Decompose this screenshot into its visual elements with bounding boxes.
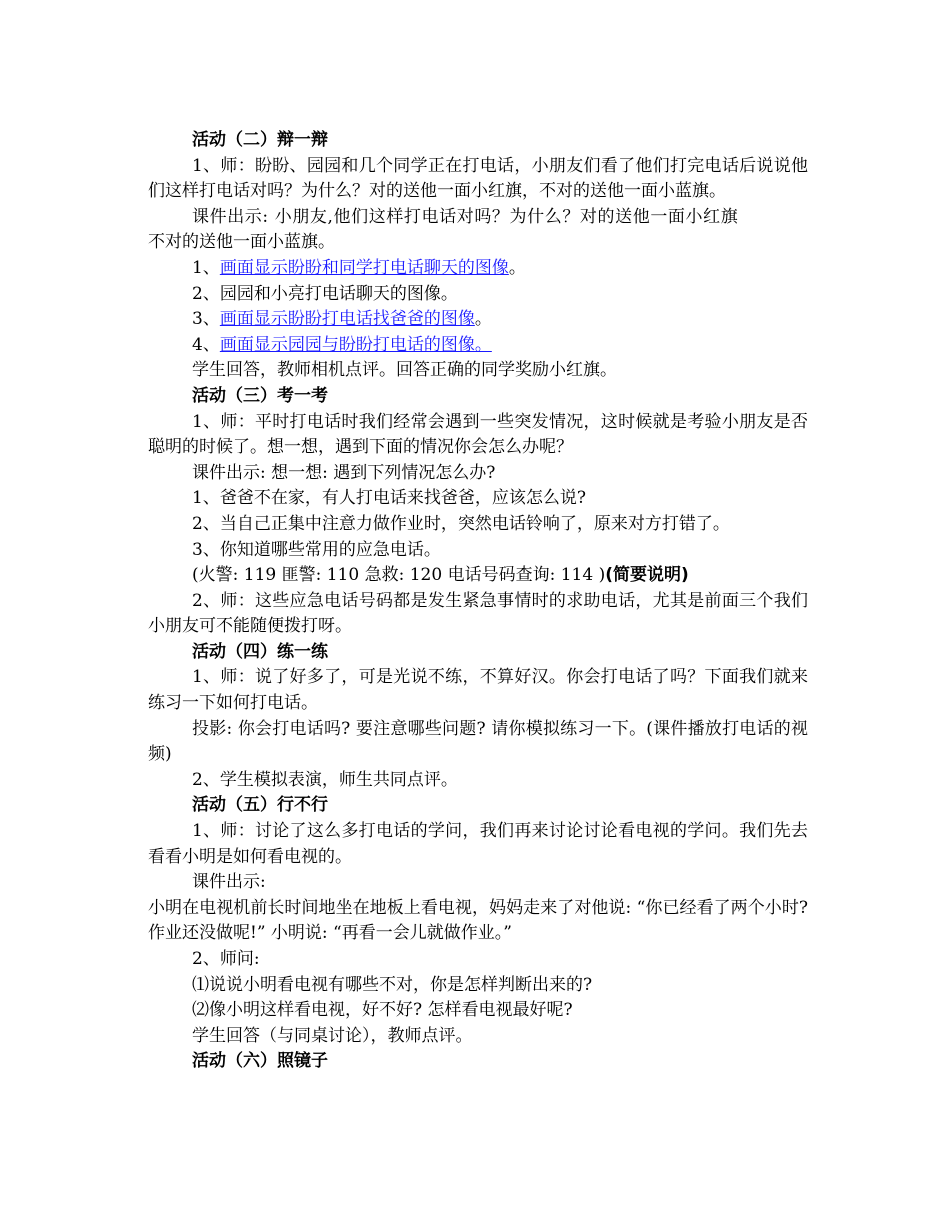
- emergency-note: (简要说明): [605, 565, 689, 586]
- list-item-number: 3、: [192, 309, 220, 330]
- paragraph: 1、师：盼盼、园园和几个同学正在打电话，小朋友们看了他们打完电话后说说他们这样打电话对吗？为什么？对的送他一面小红旗，不对的送他一面小蓝旗。: [148, 155, 808, 202]
- paragraph: 学生回答（与同桌讨论），教师点评。: [192, 1025, 473, 1046]
- paragraph: 学生回答，教师相机点评。回答正确的同学奖励小红旗。: [192, 360, 617, 381]
- paragraph: 2、师：这些应急电话号码都是发生紧急事情时的求助电话，尤其是前面三个我们小朋友可不能随便拨打呀。: [148, 590, 808, 637]
- paragraph: 不对的送他一面小蓝旗。: [148, 232, 335, 253]
- section-heading-act5: 活动（五）行不行: [192, 795, 328, 816]
- emergency-numbers: [148, 563, 808, 589]
- list-item: 1、爸爸不在家，有人打电话来找爸爸，应该怎么说?: [192, 488, 586, 509]
- paragraph: 投影: 你会打电话吗? 要注意哪些问题? 请你模拟练习一下。(课件播放打电话的视频): [148, 718, 808, 765]
- paragraph: 课件出示: 小朋友,他们这样打电话对吗？为什么？对的送他一面小红旗: [192, 206, 739, 227]
- section-heading-act2: 活动（二）辩一辩: [192, 130, 328, 150]
- paragraph: 2、师问:: [192, 949, 260, 969]
- section-heading-act3: 活动（三）考一考: [192, 385, 328, 406]
- list-item: [148, 333, 808, 359]
- list-item: 2、园园和小亮打电话聊天的图像。: [192, 283, 458, 304]
- list-item: 2、当自己正集中注意力做作业时，突然电话铃响了，原来对方打错了。: [192, 513, 730, 534]
- section-heading-act6: 活动（六）照镜子: [192, 1051, 328, 1072]
- image-link[interactable]: 画面显示盼盼打电话找爸爸的图像: [219, 309, 475, 330]
- list-item-end: 。: [508, 257, 526, 278]
- document-page: [148, 128, 808, 1075]
- emergency-list: (火警: 119 匪警: 110 急救: 120 电话号码查询: 114 ): [192, 565, 606, 586]
- section-heading-act4: 活动（四）练一练: [192, 641, 328, 662]
- paragraph: 2、学生模拟表演，师生共同点评。: [192, 769, 458, 790]
- image-link[interactable]: 画面显示盼盼和同学打电话聊天的图像: [219, 257, 509, 278]
- list-item: 3、你知道哪些常用的应急电话。: [192, 539, 441, 560]
- image-link[interactable]: 画面显示园园与盼盼打电话的图像。: [219, 334, 492, 355]
- list-item-number: 1、: [192, 257, 220, 278]
- list-item-number: 4、: [192, 334, 220, 355]
- paragraph: 课件出示: 想一想: 遇到下列情况怎么办?: [192, 462, 496, 483]
- paragraph: 小明在电视机前长时间地坐在地板上看电视，妈妈走来了对他说: “你已经看了两个小时? 作业还没做呢!” 小明说: “再看一会儿就做作业。”: [148, 897, 808, 944]
- list-item: [148, 256, 808, 282]
- paragraph: 1、师：说了好多了，可是光说不练，不算好汉。你会打电话了吗？下面我们就来练习一下如何打电话。: [148, 667, 808, 714]
- paragraph: 课件出示:: [192, 872, 266, 893]
- paragraph: 1、师：讨论了这么多打电话的学问，我们再来讨论讨论看电视的学问。我们先去看看小明是如何看电视的。: [148, 821, 808, 867]
- list-item: ⑴说说小明看电视有哪些不对，你是怎样判断出来的?: [192, 974, 593, 995]
- paragraph: 1、师：平时打电话时我们经常会遇到一些突发情况，这时候就是考验小朋友是否聪明的时候了。想一想，遇到下面的情况你会怎么办呢？: [148, 411, 808, 458]
- list-item-end: 。: [474, 309, 492, 330]
- list-item: [148, 307, 808, 333]
- list-item: ⑵像小明这样看电视，好不好? 怎样看电视最好呢?: [192, 1000, 573, 1021]
